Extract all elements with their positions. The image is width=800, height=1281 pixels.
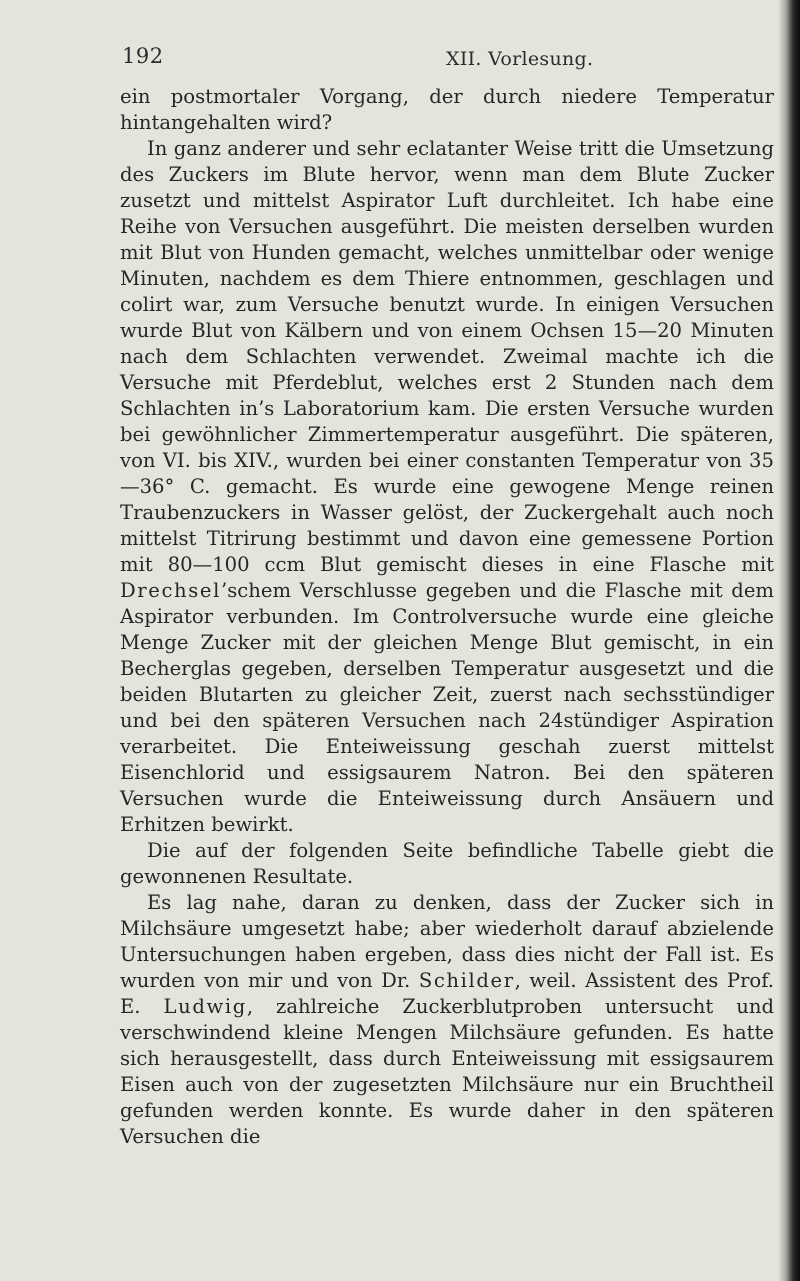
text-segment: , weil. Assistent des Prof. E. — [120, 969, 775, 1018]
text-segment: ’schem Verschlusse gegeben und die Flasche mit dem Aspirator verbunden. Im Controlversuche wurde eine gleiche Menge Zucker mit der gleichen Menge Blut gemischt, in ein Becherglas gegeben, derselben Temperatur ausgesetzt und die beiden Blutarten zu gleicher Zeit, zuerst nach sechsstündiger und bei den späteren Versuchen nach 24stündiger Aspiration verarbeitet. Die Enteiweissung geschah zuerst mittelst Eisenchlorid und essigsaurem Natron. Bei den späteren Versuchen wurde die Enteiweissung durch Ansäuern und Erhitzen bewirkt. — [120, 579, 774, 836]
text-segment: Es lag nahe, daran zu denken, dass der Zucker sich in Milchsäure umgesetzt habe; aber wiederholt darauf abzielende Untersuchungen haben ergeben, dass dies nicht der Fall ist. Es wurden von mir und von Dr. — [120, 891, 774, 992]
paragraph-4 — [120, 890, 774, 1150]
text-segment: Die auf der folgenden Seite befindliche Tabelle giebt die gewonnenen Resultate. — [120, 839, 774, 888]
author-name-drechsel: Drechsel — [120, 579, 221, 602]
author-name-ludwig: Ludwig — [163, 995, 247, 1018]
paragraph-3 — [120, 838, 774, 890]
body-text — [120, 84, 774, 1150]
page-number: 192 — [122, 44, 164, 68]
page-binding-edge — [778, 0, 800, 1281]
text-segment: In ganz anderer und sehr eclatanter Weise tritt die Umsetzung des Zuckers im Blute hervor, wenn man dem Blute Zucker zusetzt und mittelst Aspirator Luft durchleitet. Ich habe eine Reihe von Versuchen ausgeführt. Die meisten derselben wurden mit Blut von Hunden gemacht, welches unmittelbar oder wenige Minuten, nachdem es dem Thiere entnommen, geschlagen und colirt war, zum Versuche benutzt wurde. In einigen Versuchen wurde Blut von Kälbern und von einem Ochsen 15—20 Minuten nach dem Schlachten verwendet. Zweimal machte ich die Versuche mit Pferdeblut, welches erst 2 Stunden nach dem Schlachten in’s Laboratorium kam. Die ersten Versuche wurden bei gewöhnlicher Zimmertemperatur ausgeführt. Die späteren, von VI. bis XIV., wurden bei einer constanten Temperatur von 35—36° C. gemacht. Es wurde eine gewogene Menge reinen Traubenzuckers in Wasser gelöst, der Zuckergehalt auch noch mittelst Titrirung bestimmt und davon eine gemessene Portion mit 80—100 ccm Blut gemischt dieses in eine Flasche mit — [120, 137, 774, 576]
text-segment: , zahlreiche Zuckerblutproben untersucht und verschwindend kleine Mengen Milchsäure gefunden. Es hatte sich herausgestellt, dass durch Enteiweissung mit essigsaurem Eisen auch von der zugesetzten Milchsäure nur ein Bruchtheil gefunden werden konnte. Es wurde daher in den späteren Versuchen die — [120, 995, 774, 1148]
text-segment: ein postmortaler Vorgang, der durch niedere Temperatur hintangehalten wird? — [120, 85, 774, 134]
author-name-schilder: Schilder — [418, 969, 515, 992]
paragraph-2 — [120, 136, 774, 838]
paragraph-1 — [120, 84, 774, 136]
running-head: XII. Vorlesung. — [446, 48, 594, 70]
